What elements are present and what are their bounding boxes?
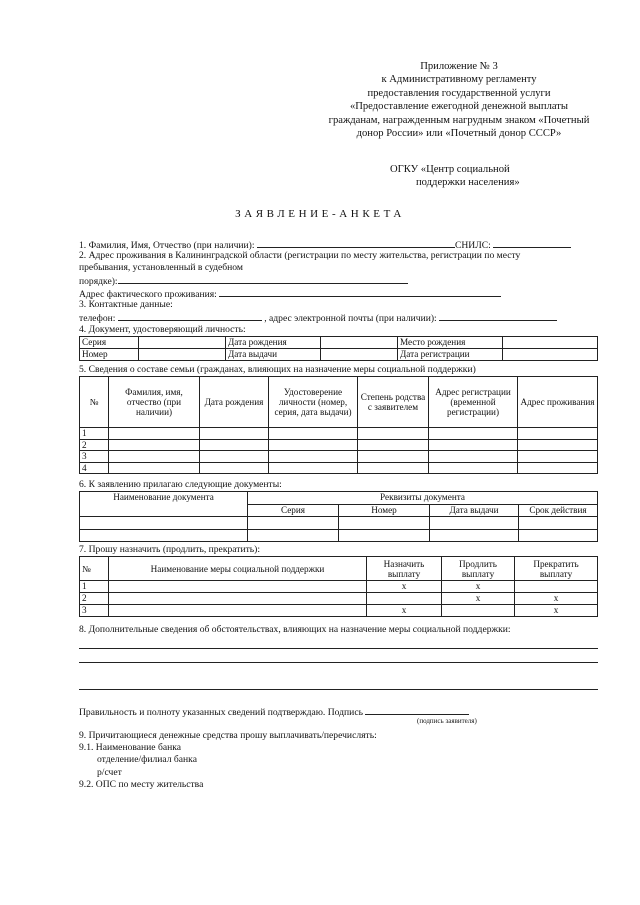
cell[interactable] bbox=[80, 529, 248, 542]
organization-block bbox=[390, 163, 590, 190]
cell[interactable] bbox=[518, 462, 598, 474]
series-cell[interactable] bbox=[139, 337, 226, 349]
col-stop: Прекратить выплату bbox=[515, 557, 598, 581]
bank-name-label: 9.1. Наименование банка bbox=[79, 742, 182, 753]
header-line: к Административному регламенту bbox=[381, 74, 537, 86]
row-number: 2 bbox=[80, 593, 109, 605]
col-reg-address: Адрес регистрации (временной регистрации) bbox=[429, 377, 518, 428]
fio-field[interactable] bbox=[257, 238, 455, 248]
cell[interactable] bbox=[200, 462, 269, 474]
section-3-label: 3. Контактные данные: bbox=[79, 299, 173, 310]
extend-mark[interactable] bbox=[442, 605, 515, 617]
cell[interactable] bbox=[429, 462, 518, 474]
table-row bbox=[80, 593, 598, 605]
col-birth-date: Дата рождения bbox=[200, 377, 269, 428]
col-doc-details: Реквизиты документа bbox=[248, 492, 598, 505]
birth-date-label: Дата рождения bbox=[226, 337, 321, 349]
col-series: Серия bbox=[248, 504, 339, 517]
email-field[interactable] bbox=[439, 311, 557, 321]
cell[interactable] bbox=[429, 428, 518, 440]
table-row bbox=[80, 428, 598, 440]
cell[interactable] bbox=[339, 529, 430, 542]
actual-address-field[interactable] bbox=[219, 287, 501, 297]
table-row bbox=[80, 581, 598, 593]
cell[interactable] bbox=[109, 439, 200, 451]
section-6-label: 6. К заявлению прилагаю следующие документы: bbox=[79, 479, 282, 490]
table-header-row bbox=[80, 377, 598, 428]
col-number: № bbox=[80, 377, 109, 428]
phone-field[interactable] bbox=[118, 311, 262, 321]
section-2-line-2: пребывания, установленный в судебном bbox=[79, 262, 243, 273]
col-extend: Продлить выплату bbox=[442, 557, 515, 581]
header-line: «Предоставление ежегодной денежной выплаты bbox=[349, 101, 569, 113]
col-living-address: Адрес проживания bbox=[518, 377, 598, 428]
assign-mark[interactable] bbox=[367, 593, 442, 605]
section-5-label: 5. Сведения о составе семьи (гражданах, влияющих на назначение меры социальной поддержки) bbox=[79, 364, 476, 375]
page-title: ЗАЯВЛЕНИЕ-АНКЕТА bbox=[235, 208, 405, 220]
attached-documents-table bbox=[79, 491, 598, 542]
section-4-label: 4. Документ, удостоверяющий личность: bbox=[79, 324, 246, 335]
cell[interactable] bbox=[269, 451, 358, 463]
table-row bbox=[80, 337, 598, 349]
number-label: Номер bbox=[80, 349, 139, 361]
section-8-line-3[interactable] bbox=[79, 689, 598, 690]
cell[interactable] bbox=[269, 439, 358, 451]
cell[interactable] bbox=[109, 451, 200, 463]
section-8-line-2[interactable] bbox=[79, 662, 598, 663]
confirmation bbox=[79, 705, 469, 719]
measure-cell[interactable] bbox=[109, 605, 367, 617]
stop-mark[interactable] bbox=[515, 581, 598, 593]
signature-caption: (подпись заявителя) bbox=[417, 717, 477, 725]
section-7-label: 7. Прошу назначить (продлить, прекратить): bbox=[79, 544, 261, 555]
table-row bbox=[80, 451, 598, 463]
cell[interactable] bbox=[248, 529, 339, 542]
identity-document-table bbox=[79, 336, 598, 361]
snils-label: СНИЛС: bbox=[454, 240, 491, 251]
table-header-row bbox=[80, 492, 598, 505]
birth-place-label: Место рождения bbox=[398, 337, 503, 349]
col-number: № bbox=[80, 557, 109, 581]
issue-date-cell[interactable] bbox=[321, 349, 398, 361]
col-measure: Наименование меры социальной поддержки bbox=[109, 557, 367, 581]
stop-mark[interactable]: х bbox=[515, 593, 598, 605]
cell[interactable] bbox=[80, 517, 248, 530]
cell[interactable] bbox=[200, 428, 269, 440]
actual-address-label: Адрес фактического проживания: bbox=[79, 289, 217, 300]
table-row bbox=[80, 529, 598, 542]
cell[interactable] bbox=[358, 451, 429, 463]
table-row bbox=[80, 605, 598, 617]
organization-line-1: ОГКУ «Центр социальной bbox=[390, 164, 510, 175]
contacts bbox=[79, 311, 557, 325]
fio-label: 1. Фамилия, Имя, Отчество (при наличии): bbox=[79, 240, 255, 251]
row-number: 2 bbox=[80, 439, 109, 451]
section-8-line-1[interactable] bbox=[79, 648, 598, 649]
header-line: Приложение № 3 bbox=[420, 61, 498, 72]
col-relation: Степень родства с заявителем bbox=[358, 377, 429, 428]
stop-mark[interactable]: х bbox=[515, 605, 598, 617]
extend-mark[interactable]: х bbox=[442, 581, 515, 593]
post-office-label: 9.2. ОПС по месту жительства bbox=[79, 779, 204, 790]
measure-cell[interactable] bbox=[109, 581, 367, 593]
cell[interactable] bbox=[358, 428, 429, 440]
cell[interactable] bbox=[429, 439, 518, 451]
table-row bbox=[80, 462, 598, 474]
confirmation-text: Правильность и полноту указанных сведений подтверждаю. Подпись bbox=[79, 707, 363, 718]
cell[interactable] bbox=[248, 517, 339, 530]
extend-mark[interactable]: х bbox=[442, 593, 515, 605]
header-line: донор России» или «Почетный донор СССР» bbox=[356, 128, 562, 140]
assign-mark[interactable]: х bbox=[367, 581, 442, 593]
series-label: Серия bbox=[80, 337, 139, 349]
family-table bbox=[79, 376, 598, 474]
cell[interactable] bbox=[358, 462, 429, 474]
cell[interactable] bbox=[430, 529, 519, 542]
table-row bbox=[80, 349, 598, 361]
row-number: 3 bbox=[80, 605, 109, 617]
support-measures-table bbox=[79, 556, 598, 617]
table-row bbox=[80, 439, 598, 451]
row-number: 4 bbox=[80, 462, 109, 474]
snils-field[interactable] bbox=[493, 238, 571, 248]
email-label: , адрес электронной почты (при наличии): bbox=[264, 313, 437, 324]
section-8-label: 8. Дополнительные сведения об обстоятельствах, влияющих на назначение меры социальной поддержки: bbox=[79, 624, 511, 635]
phone-label: телефон: bbox=[79, 313, 116, 324]
col-assign: Назначить выплату bbox=[367, 557, 442, 581]
cell[interactable] bbox=[519, 517, 598, 530]
cell[interactable] bbox=[358, 439, 429, 451]
col-id-document: Удостоверение личности (номер, серия, дата выдачи) bbox=[269, 377, 358, 428]
cell[interactable] bbox=[269, 428, 358, 440]
measure-cell[interactable] bbox=[109, 593, 367, 605]
cell[interactable] bbox=[339, 517, 430, 530]
cell[interactable] bbox=[200, 451, 269, 463]
cell[interactable] bbox=[109, 462, 200, 474]
address-label: порядке): bbox=[79, 276, 118, 287]
cell[interactable] bbox=[518, 439, 598, 451]
header-line: предоставления государственной услуги bbox=[367, 87, 551, 99]
reg-date-label: Дата регистрации bbox=[398, 349, 503, 361]
number-cell[interactable] bbox=[139, 349, 226, 361]
cell[interactable] bbox=[518, 451, 598, 463]
table-row bbox=[80, 517, 598, 530]
account-label: р/счет bbox=[97, 767, 122, 778]
signature-field[interactable] bbox=[365, 705, 469, 715]
cell[interactable] bbox=[200, 439, 269, 451]
cell[interactable] bbox=[430, 517, 519, 530]
cell[interactable] bbox=[109, 428, 200, 440]
birth-date-cell[interactable] bbox=[321, 337, 398, 349]
section-2-line-3 bbox=[79, 274, 408, 288]
birth-place-cell[interactable] bbox=[503, 337, 598, 349]
reg-date-cell[interactable] bbox=[503, 349, 598, 361]
col-number: Номер bbox=[339, 504, 430, 517]
row-number: 1 bbox=[80, 428, 109, 440]
registration-address-field[interactable] bbox=[118, 274, 408, 284]
section-2-line-1: 2. Адрес проживания в Калининградской области (регистрации по месту жительства, регистрации по месту bbox=[79, 250, 521, 261]
issue-date-label: Дата выдачи bbox=[226, 349, 321, 361]
bank-branch-label: отделение/филиал банка bbox=[97, 754, 197, 765]
organization-line-2: поддержки населения» bbox=[416, 177, 520, 189]
row-number: 3 bbox=[80, 451, 109, 463]
col-fio: Фамилия, имя, отчество (при наличии) bbox=[109, 377, 200, 428]
col-issue-date: Дата выдачи bbox=[430, 504, 519, 517]
row-number: 1 bbox=[80, 581, 109, 593]
col-validity: Срок действия bbox=[519, 504, 598, 517]
cell[interactable] bbox=[269, 462, 358, 474]
cell[interactable] bbox=[519, 529, 598, 542]
cell[interactable] bbox=[429, 451, 518, 463]
table-header-row bbox=[80, 557, 598, 581]
appendix-header bbox=[300, 60, 618, 140]
section-9-label: 9. Причитающиеся денежные средства прошу выплачивать/перечислять: bbox=[79, 730, 377, 741]
cell[interactable] bbox=[518, 428, 598, 440]
assign-mark[interactable]: х bbox=[367, 605, 442, 617]
header-line: гражданам, награжденным нагрудным знаком «Почетный bbox=[328, 114, 590, 126]
col-doc-name: Наименование документа bbox=[80, 492, 248, 517]
